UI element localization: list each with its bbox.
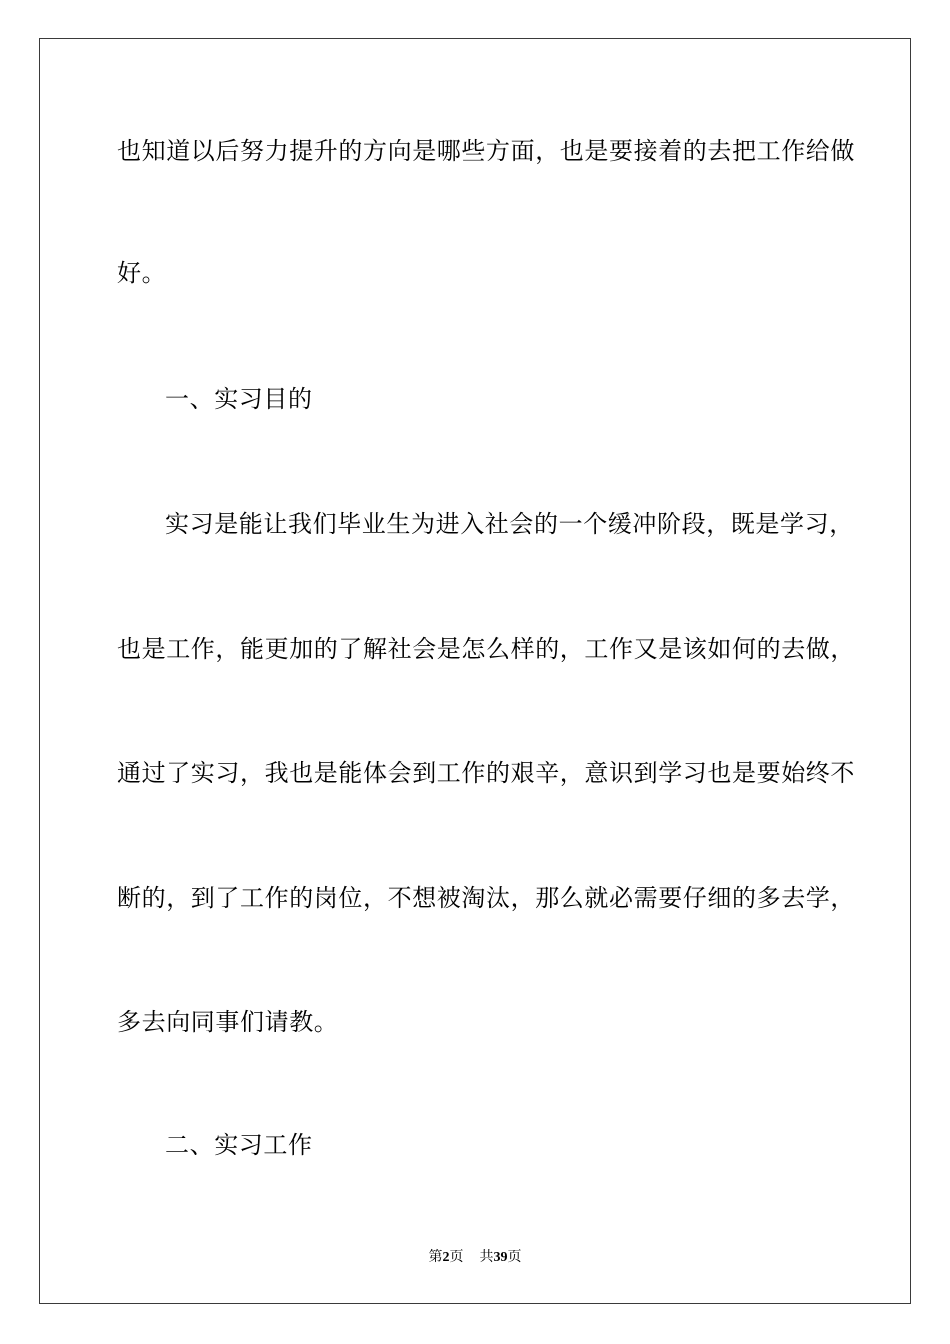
- body-text-line-5: 通过了实习，我也是能体会到工作的艰辛，意识到学习也是要始终不: [117, 759, 855, 787]
- total-suffix: 页: [507, 1249, 522, 1265]
- total-prefix: 共: [479, 1249, 494, 1265]
- body-text-line-6: 断的，到了工作的岗位，不想被淘汰，那么就必需要仔细的多去学，: [117, 884, 855, 912]
- body-text-line-7: 多去向同事们请教。: [117, 1008, 339, 1036]
- section-heading-1: 一、实习目的: [165, 385, 313, 413]
- page-suffix: 页: [449, 1249, 464, 1265]
- page-number: 2: [442, 1250, 450, 1265]
- page-prefix: 第: [428, 1249, 443, 1265]
- section-heading-2: 二、实习工作: [165, 1131, 313, 1159]
- total-pages: 39: [493, 1250, 508, 1265]
- body-text-line-3: 实习是能让我们毕业生为进入社会的一个缓冲阶段，既是学习，: [165, 510, 854, 538]
- page-border: [39, 38, 911, 1304]
- body-text-line-1: 也知道以后努力提升的方向是哪些方面，也是要接着的去把工作给做: [117, 137, 855, 165]
- body-text-line-2: 好。: [117, 259, 167, 287]
- body-text-line-4: 也是工作，能更加的了解社会是怎么样的，工作又是该如何的去做，: [117, 635, 855, 663]
- page-footer: [0, 1248, 950, 1267]
